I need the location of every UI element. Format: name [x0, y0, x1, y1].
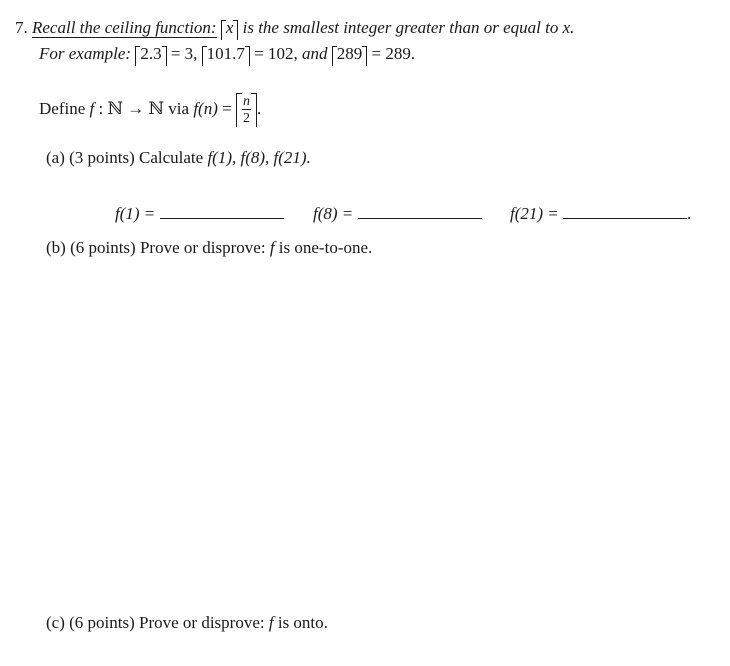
define-eq: = — [222, 98, 232, 118]
answer-f8-label: f(8) = — [313, 204, 354, 223]
example-3-value: = 289. — [371, 44, 416, 63]
example-1-value: = 3, — [170, 44, 198, 63]
example-2-arg: 101.7 — [202, 44, 250, 64]
answer-f21-blank[interactable] — [563, 217, 687, 219]
problem-number: 7. — [15, 18, 28, 37]
answer-f8-blank[interactable] — [358, 217, 482, 219]
define-prefix: Define — [39, 98, 86, 118]
ceil-fraction — [236, 95, 257, 125]
example-label: For example: — [39, 44, 132, 63]
define-fn: f(n) — [193, 98, 218, 118]
part-c-label: (c) — [46, 613, 65, 632]
answer-f21 — [510, 204, 691, 224]
definition-var: x. — [562, 18, 575, 37]
fraction-denominator: 2 — [242, 111, 250, 126]
ceil-x: x — [221, 18, 239, 38]
answer-end: . — [687, 204, 692, 223]
part-b-label: (b) — [46, 238, 66, 257]
part-c-var: f — [268, 613, 274, 632]
example-line — [39, 44, 415, 64]
problem-statement — [15, 18, 574, 38]
answer-f21-label: f(21) = — [510, 204, 559, 223]
part-c-text: (6 points) Prove or disprove: — [69, 613, 265, 632]
recall-label: Recall the ceiling function: — [32, 18, 217, 37]
part-c-rest: is onto. — [277, 613, 328, 632]
part-b-rest: is one-to-one. — [278, 238, 373, 257]
answer-f1 — [115, 204, 284, 224]
fraction — [242, 95, 251, 125]
answer-f8 — [313, 204, 482, 224]
part-c — [46, 613, 328, 633]
part-a-expr: f(1), f(8), f(21). — [207, 148, 311, 167]
part-a — [46, 148, 311, 168]
part-b — [46, 238, 372, 258]
part-a-text: (3 points) Calculate — [69, 148, 204, 167]
definition-text: is the smallest integer greater than or equal to — [242, 18, 559, 37]
part-b-text: (6 points) Prove or disprove: — [70, 238, 266, 257]
example-and: and — [302, 44, 328, 63]
function-definition — [39, 95, 261, 125]
example-2-value: = 102, — [254, 44, 298, 63]
fraction-numerator: n — [242, 94, 250, 109]
define-end: . — [256, 98, 262, 118]
part-b-var: f — [269, 238, 275, 257]
answer-f1-blank[interactable] — [160, 217, 284, 219]
example-1-arg: 2.3 — [135, 44, 166, 64]
define-f: f — [89, 98, 95, 118]
define-mapping: : ℕ → ℕ via — [98, 98, 190, 118]
answer-f1-label: f(1) = — [115, 204, 156, 223]
example-3-arg: 289 — [332, 44, 368, 64]
part-a-label: (a) — [46, 148, 65, 167]
